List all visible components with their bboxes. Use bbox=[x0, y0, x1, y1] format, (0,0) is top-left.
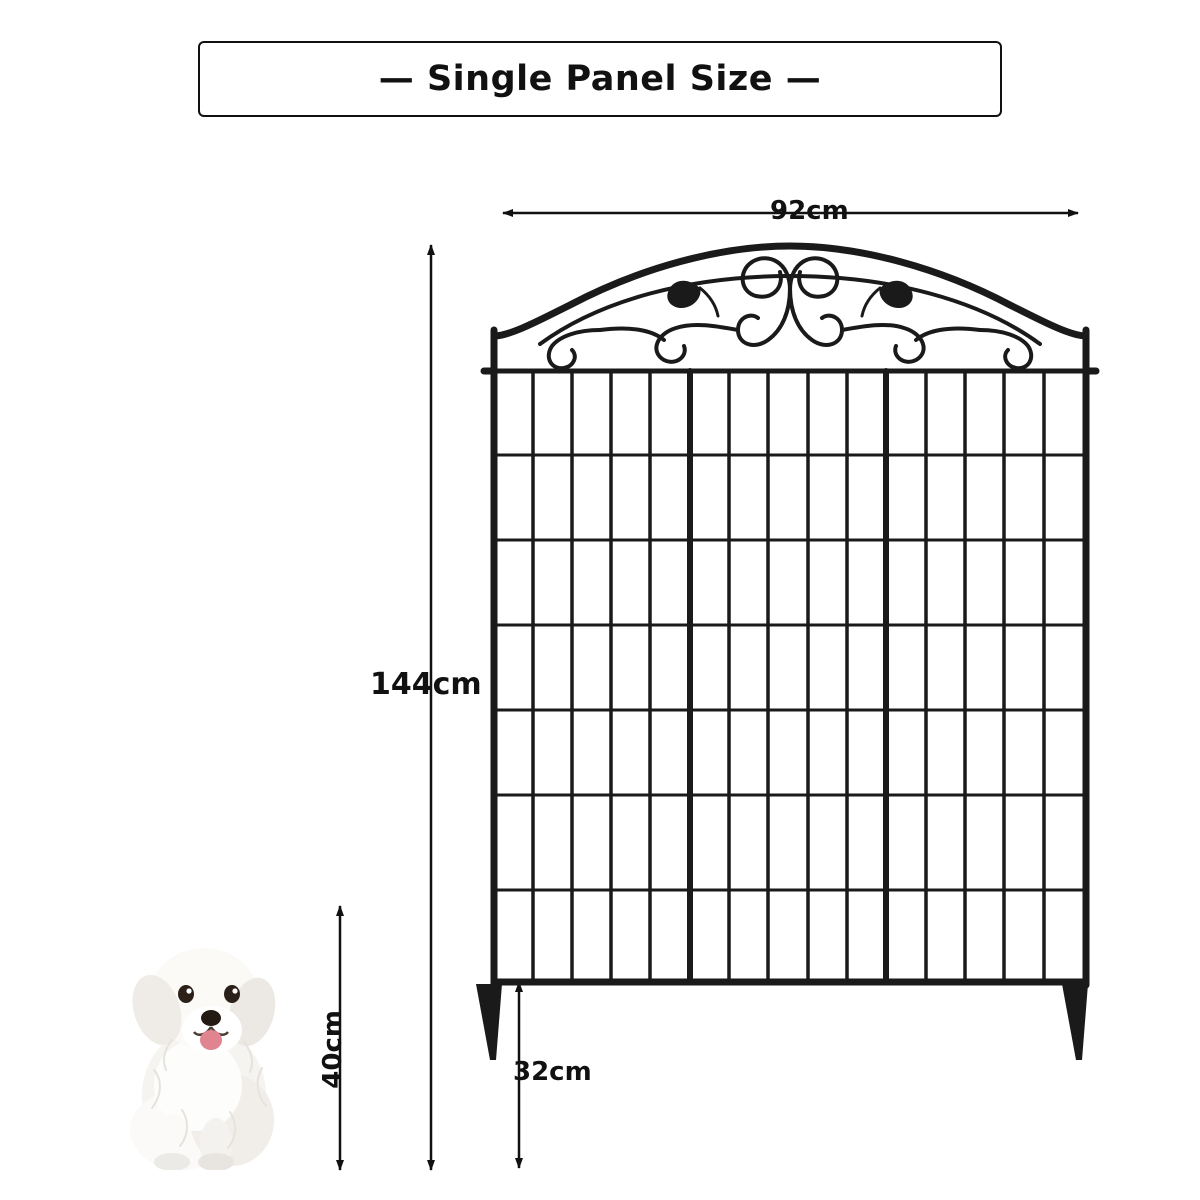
page-title: — Single Panel Size — bbox=[378, 59, 822, 99]
dimension-label-stake: 32cm bbox=[513, 1057, 592, 1087]
ground-stake-right bbox=[1062, 984, 1088, 1060]
dog-illustration bbox=[112, 890, 312, 1170]
ground-stake-left bbox=[476, 984, 502, 1060]
reference-dog-photo bbox=[112, 890, 312, 1170]
dimension-label-width: 92cm bbox=[770, 196, 849, 226]
dimension-label-dog: 40cm bbox=[318, 1010, 348, 1089]
dimension-label-height: 144cm bbox=[370, 667, 482, 702]
